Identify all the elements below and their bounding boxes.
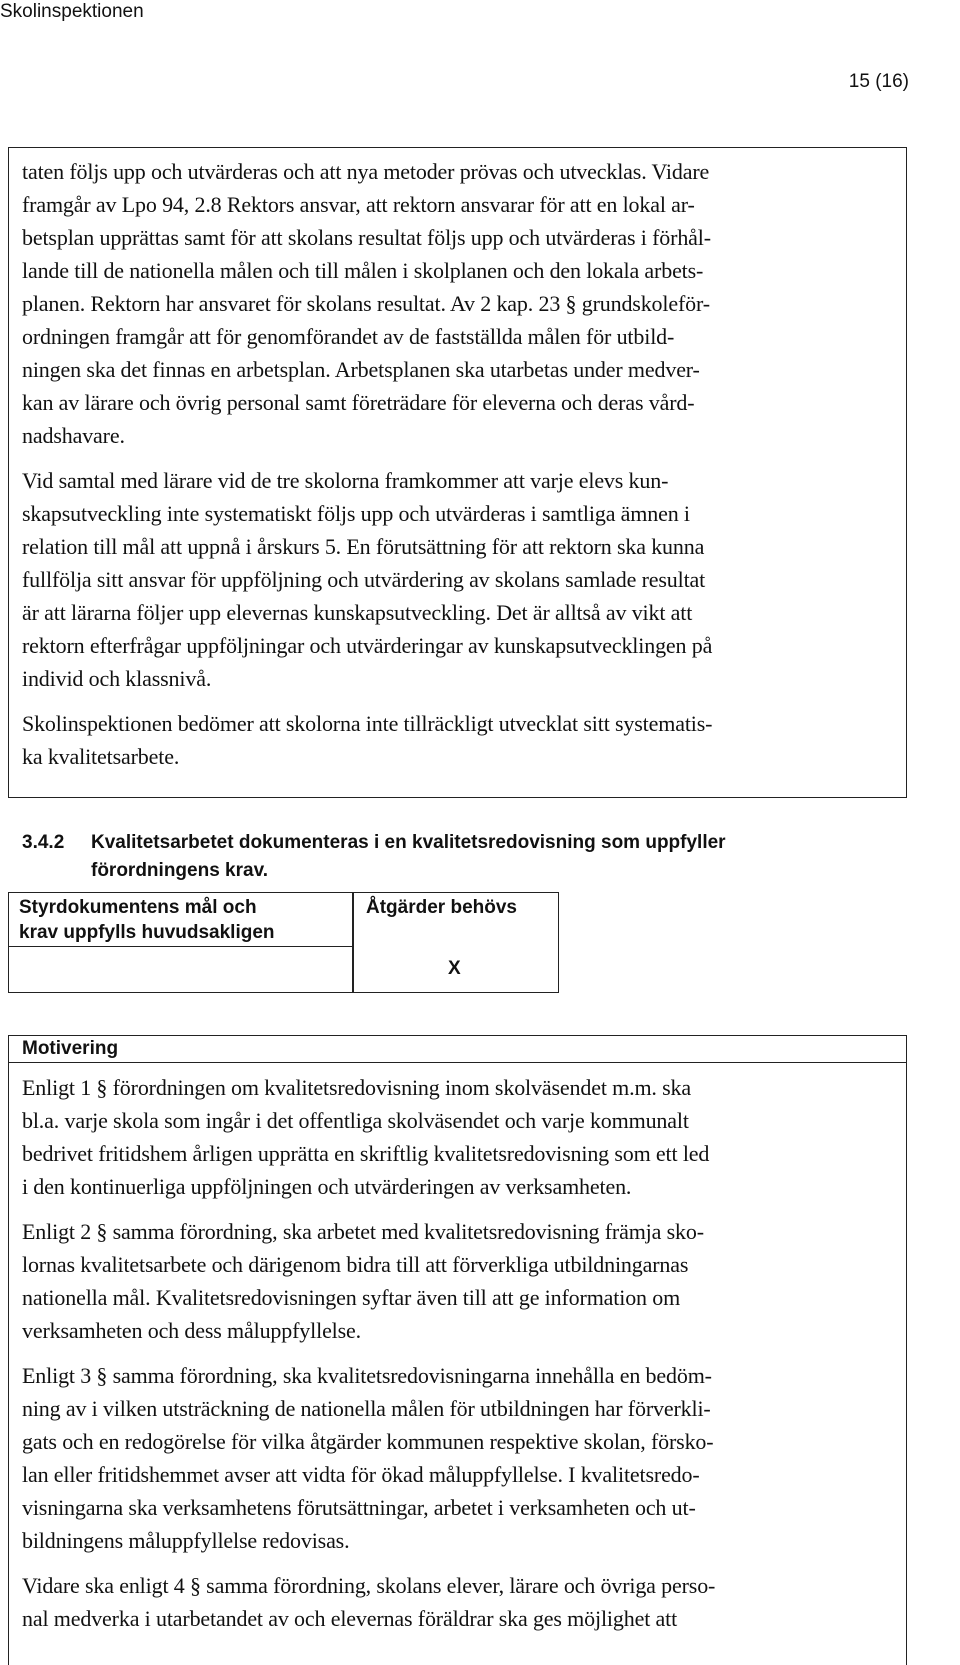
findings-paragraph (22, 464, 893, 695)
text-line: bildningens måluppfyllelse redovisas. (22, 1528, 350, 1553)
text-line: Enligt 2 § samma förordning, ska arbetet med kvalitetsredovisning främja sko- (22, 1219, 704, 1244)
text-line: verksamheten och dess måluppfyllelse. (22, 1318, 362, 1343)
text-line: Enligt 3 § samma förordning, ska kvalitetsredovisningarna innehålla en bedöm- (22, 1363, 712, 1388)
text-line: nationella mål. Kvalitetsredovisningen syftar även till att ge information om (22, 1285, 681, 1310)
assessment-option-label: Åtgärder behövs (366, 897, 517, 918)
assessment-option-label: krav uppfylls huvudsakligen (19, 922, 275, 943)
text-line: lan eller fritidshemmet avser att vidta för ökad måluppfyllelse. I kvalitetsredo- (22, 1462, 700, 1487)
motivation-paragraph (22, 1071, 893, 1203)
assessment-option-requirements-met (8, 892, 354, 993)
findings-paragraph (22, 155, 893, 452)
text-line: ning av i vilken utsträckning de nationella målen för utbildningen har förverkli- (22, 1396, 711, 1421)
motivation-paragraph (22, 1215, 893, 1347)
findings-paragraph (22, 707, 893, 773)
page-number: 15 (16) (848, 71, 909, 92)
section-heading (22, 829, 726, 885)
text-line: lornas kvalitetsarbete och därigenom bidra till att förverkliga utbildningarnas (22, 1252, 689, 1277)
assessment-mark: X (448, 958, 461, 979)
text-line: ka kvalitetsarbete. (22, 744, 180, 769)
text-line: Vid samtal med lärare vid de tre skolorna framkommer att varje elevs kun- (22, 468, 669, 493)
text-line: bedrivet fritidshem årligen upprätta en skriftlig kvalitetsredovisning som ett led (22, 1141, 710, 1166)
text-line: gats och en redogörelse för vilka åtgärder kommunen respektive skolan, försko- (22, 1429, 714, 1454)
text-line: taten följs upp och utvärderas och att nya metoder prövas och utvecklas. Vidare (22, 159, 710, 184)
text-line: kan av lärare och övrig personal samt företrädare för eleverna och deras vård- (22, 390, 695, 415)
assessment-option-label: Styrdokumentens mål och (19, 897, 257, 918)
text-line: individ och klassnivå. (22, 666, 212, 691)
text-line: är att lärarna följer upp elevernas kunskapsutveckling. Det är alltså av vikt att (22, 600, 693, 625)
text-line: skapsutveckling inte systematiskt följs upp och utvärderas i samtliga ämnen i (22, 501, 690, 526)
text-line: nal medverka i utarbetandet av och elevernas föräldrar ska ges möjlighet att (22, 1606, 678, 1631)
motivation-paragraph (22, 1569, 893, 1635)
text-line: betsplan upprättas samt för att skolans resultat följs upp och utvärderas i förhål- (22, 225, 711, 250)
text-line: visningarna ska verksamhetens förutsättningar, arbetet i verksamheten och ut- (22, 1495, 696, 1520)
assessment-table (8, 892, 559, 993)
section-number: 3.4.2 (22, 832, 65, 853)
section-title-line: förordningens krav. (91, 860, 269, 881)
text-line: fullfölja sitt ansvar för uppföljning och utvärdering av skolans samlade resultat (22, 567, 706, 592)
assessment-option-action-needed (352, 892, 559, 993)
text-line: bl.a. varje skola som ingår i det offentliga skolväsendet och varje kommunalt (22, 1108, 689, 1133)
findings-text-box (8, 147, 907, 798)
text-line: relation till mål att uppnå i årskurs 5. En förutsättning för att rektorn ska kunna (22, 534, 705, 559)
table-divider (8, 946, 354, 947)
motivation-paragraph (22, 1359, 893, 1557)
text-line: lande till de nationella målen och till målen i skolplanen och den lokala arbets- (22, 258, 704, 283)
document-header-title: Skolinspektionen (0, 1, 144, 22)
motivation-heading: Motivering (9, 1036, 906, 1063)
text-line: planen. Rektorn har ansvaret för skolans resultat. Av 2 kap. 23 § grundskoleför- (22, 291, 710, 316)
text-line: ningen ska det finnas en arbetsplan. Arbetsplanen ska utarbetas under medver- (22, 357, 700, 382)
motivation-box (8, 1035, 907, 1665)
motivation-body (9, 1063, 906, 1635)
section-title-line: Kvalitetsarbetet dokumenteras i en kvalitetsredovisning som uppfyller (91, 832, 726, 853)
text-line: Enligt 1 § förordningen om kvalitetsredovisning inom skolväsendet m.m. ska (22, 1075, 691, 1100)
text-line: Vidare ska enligt 4 § samma förordning, skolans elever, lärare och övriga perso- (22, 1573, 716, 1598)
text-line: Skolinspektionen bedömer att skolorna inte tillräckligt utvecklat sitt systematis- (22, 711, 713, 736)
text-line: framgår av Lpo 94, 2.8 Rektors ansvar, att rektorn ansvarar för att en lokal ar- (22, 192, 695, 217)
text-line: nadshavare. (22, 423, 125, 448)
text-line: rektorn efterfrågar uppföljningar och utvärderingar av kunskapsutvecklingen på (22, 633, 713, 658)
text-line: ordningen framgår att för genomförandet av de fastställda målen för utbild- (22, 324, 675, 349)
text-line: i den kontinuerliga uppföljningen och utvärderingen av verksamheten. (22, 1174, 632, 1199)
